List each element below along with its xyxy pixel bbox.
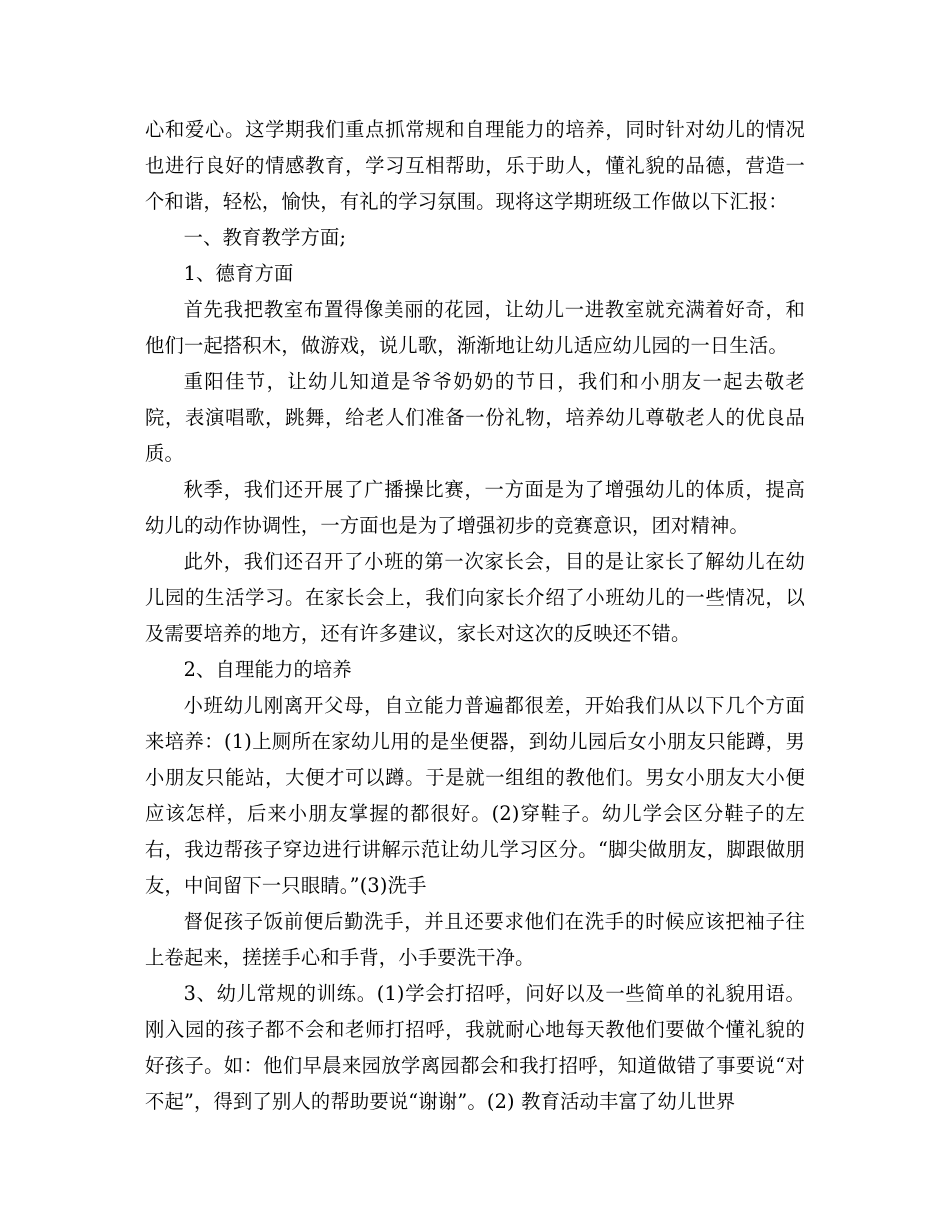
paragraph-double-ninth: 重阳佳节，让幼儿知道是爷爷奶奶的节日，我们和小朋友一起去敬老院，表演唱歌，跳舞，给老人们准备一份礼物，培养幼儿尊敬老人的优良品质。	[145, 370, 805, 465]
paragraph-parent-meeting: 此外，我们还召开了小班的第一次家长会，目的是让家长了解幼儿在幼儿园的生活学习。在家长会上，我们向家长介绍了小班幼儿的一些情况，以及需要培养的地方，还有许多建议，家长对这次的反映还不错。	[145, 550, 805, 645]
paragraph-hand-washing: 督促孩子饭前便后勤洗手，并且还要求他们在洗手的时候应该把袖子往上卷起来，搓搓手心和手背，小手要洗干净。	[145, 910, 805, 969]
subheading-moral-education: 1、德育方面	[183, 262, 294, 285]
section-heading-teaching: 一、教育教学方面;	[183, 226, 347, 249]
paragraph-classroom: 首先我把教室布置得像美丽的花园，让幼儿一进教室就充满着好奇，和他们一起搭积木，做游戏，说儿歌，渐渐地让幼儿适应幼儿园的一日生活。	[145, 298, 805, 357]
paragraph-routine-training: 3、幼儿常规的训练。(1)学会打招呼，问好以及一些简单的礼貌用语。刚入园的孩子都不会和老师打招呼，我就耐心地每天教他们要做个懂礼貌的好孩子。如：他们早晨来园放学离园都会和我打招呼，知道做错了事要说“对不起”，得到了别人的帮助要说“谢谢”。(2) 教育活动丰富了幼儿世界	[145, 982, 805, 1113]
paragraph-exercise-contest: 秋季，我们还开展了广播操比赛，一方面是为了增强幼儿的体质，提高幼儿的动作协调性，一方面也是为了增强初步的竞赛意识，团对精神。	[145, 478, 805, 537]
document-page	[145, 112, 805, 1120]
paragraph-self-care-training: 小班幼儿刚离开父母，自立能力普遍都很差，开始我们从以下几个方面来培养：(1)上厕所在家幼儿用的是坐便器，到幼儿园后女小朋友只能蹲，男小朋友只能站，大便才可以蹲。于是就一组组的教他们。男女小朋友大小便应该怎样，后来小朋友掌握的都很好。(2)穿鞋子。幼儿学会区分鞋子的左右，我边帮孩子穿边进行讲解示范让幼儿学习区分。“脚尖做朋友，脚跟做朋友，中间留下一只眼睛。”(3)洗手	[145, 694, 805, 897]
subheading-self-care: 2、自理能力的培养	[183, 658, 352, 681]
paragraph-intro: 心和爱心。这学期我们重点抓常规和自理能力的培养，同时针对幼儿的情况也进行良好的情感教育，学习互相帮助，乐于助人，懂礼貌的品德，营造一个和谐，轻松，愉快，有礼的学习氛围。现将这学期班级工作做以下汇报：	[145, 118, 805, 213]
